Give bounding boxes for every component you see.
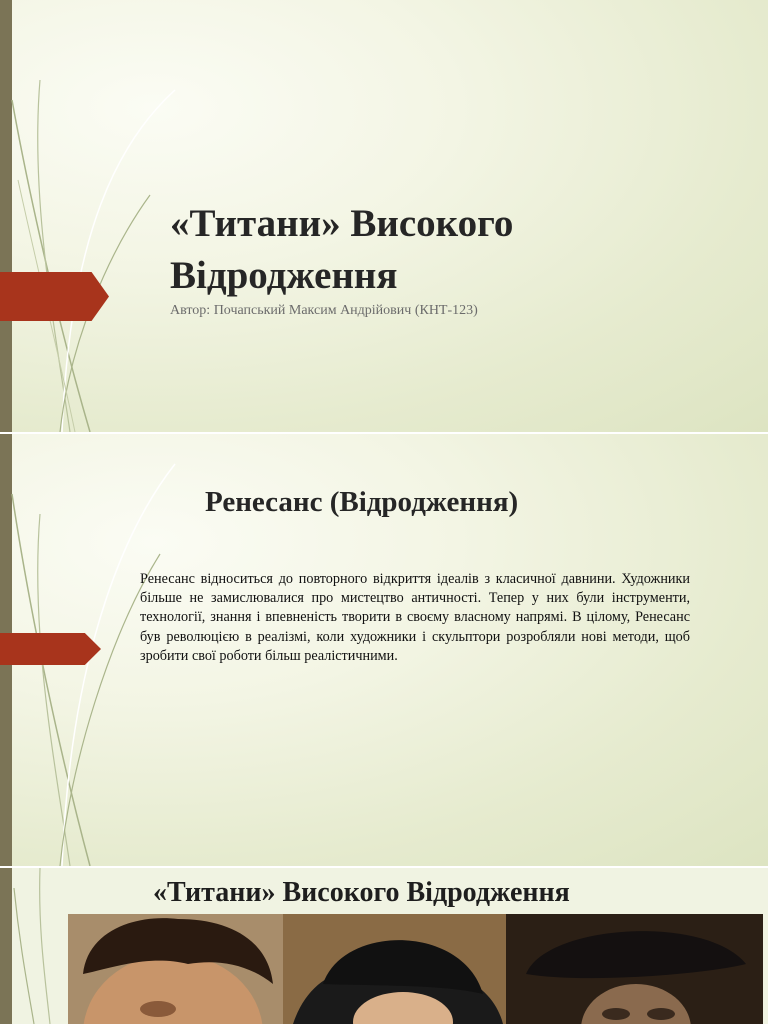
slide-titans [0,868,768,1024]
slide-title [0,0,768,432]
author-line: Автор: Почапський Максим Андрійович (КНТ-123) [170,303,478,318]
side-bar [0,868,12,1024]
slide-body-text: Ренесанс відноситься до повторного відкриття ідеалів з класичної давнини. Художники більше не замислювалися про мистецтво античності. Тепер у них були інструменти, технології, знання і впевненість творити в своєму власному напрямі. В цілому, Ренесанс був революцією в реалізмі, коли художники і скульптори розробляли нові методи, щоб зробити свої роботи більш реалістичними. [140,571,690,664]
portrait-image [506,914,763,1024]
accent-arrow [0,272,109,321]
accent-arrow [0,633,101,665]
side-bar [0,0,12,432]
portrait-strip [68,914,763,1024]
slide-heading: Ренесанс (Відродження) [205,486,519,518]
slide-renaissance [0,434,768,866]
presentation-title: «Титани» Високого Відродження [170,202,514,297]
slide-heading: «Титани» Високого Відродження [153,877,570,908]
portrait-image [68,914,283,1024]
portrait-image [283,914,506,1024]
